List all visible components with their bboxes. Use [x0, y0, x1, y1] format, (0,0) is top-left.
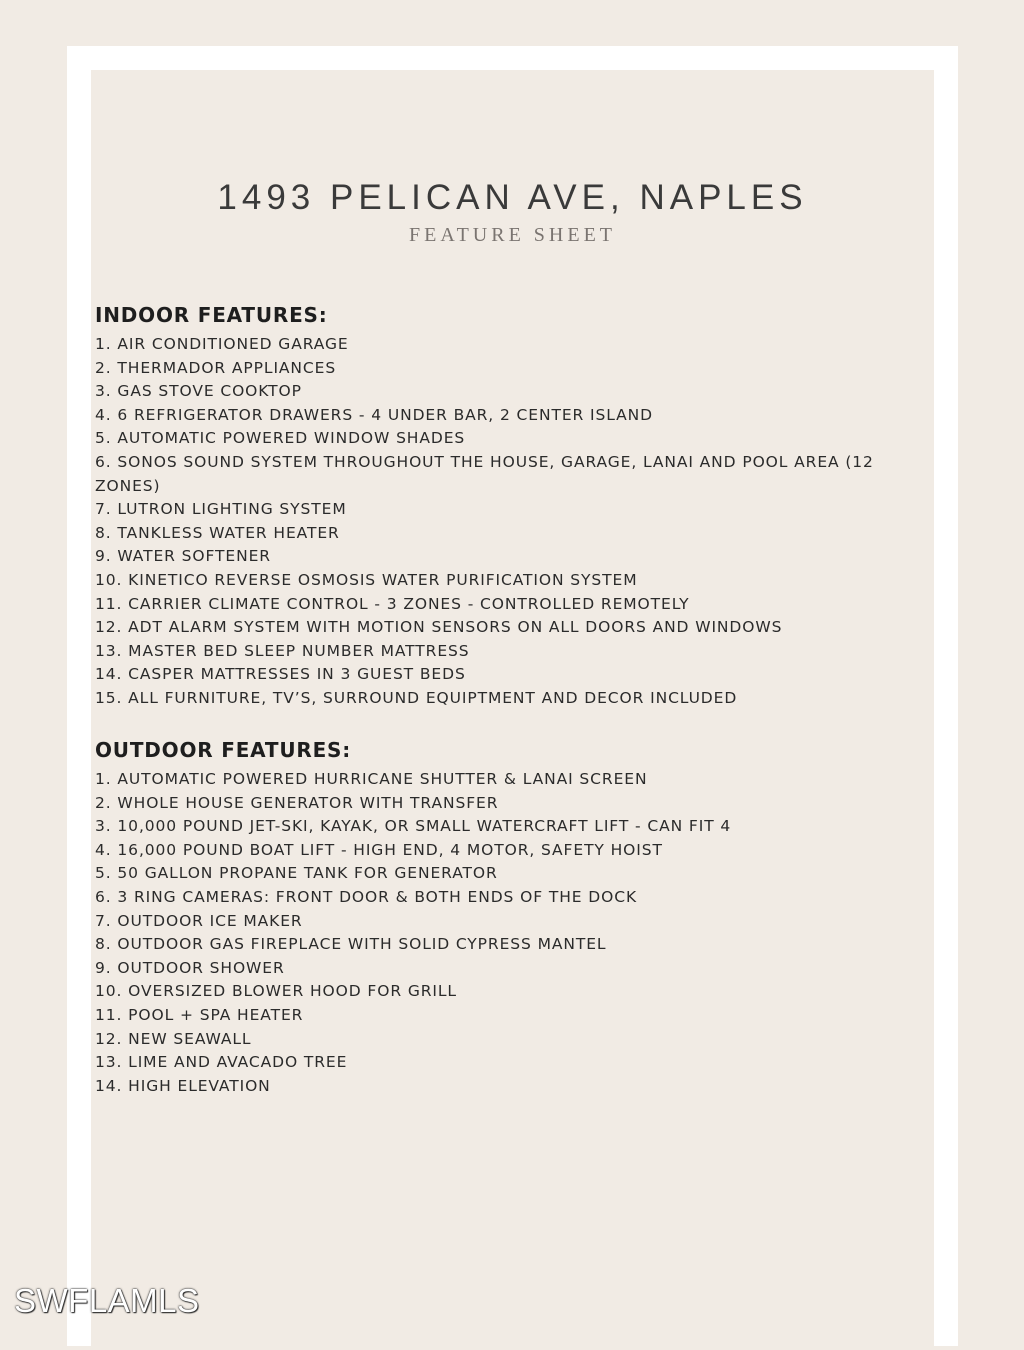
list-item: 12. ADT ALARM SYSTEM WITH MOTION SENSORS ON ALL DOORS AND WINDOWS: [95, 618, 783, 637]
list-item: 3. GAS STOVE COOKTOP: [95, 382, 302, 401]
list-item: 11. POOL + SPA HEATER: [95, 1005, 304, 1024]
list-item: 8. TANKLESS WATER HEATER: [95, 523, 340, 542]
list-item: 11. CARRIER CLIMATE CONTROL - 3 ZONES - CONTROLLED REMOTELY: [95, 594, 690, 613]
outdoor-features-list: [95, 768, 905, 1098]
list-item: 4. 6 REFRIGERATOR DRAWERS - 4 UNDER BAR, 2 CENTER ISLAND: [95, 405, 653, 424]
list-item: 9. WATER SOFTENER: [95, 547, 271, 566]
list-item: 9. OUTDOOR SHOWER: [95, 958, 285, 977]
list-item: 2. THERMADOR APPLIANCES: [95, 358, 337, 377]
list-item: 4. 16,000 POUND BOAT LIFT - HIGH END, 4 MOTOR, SAFETY HOIST: [95, 840, 663, 859]
list-item: 14. CASPER MATTRESSES IN 3 GUEST BEDS: [95, 665, 466, 684]
list-item: 8. OUTDOOR GAS FIREPLACE WITH SOLID CYPRESS MANTEL: [95, 935, 607, 954]
list-item: 15. ALL FURNITURE, TV’S, SURROUND EQUIPTMENT AND DECOR INCLUDED: [95, 688, 738, 707]
list-item: 5. 50 GALLON PROPANE TANK FOR GENERATOR: [95, 864, 498, 883]
feature-sheet-subtitle: FEATURE SHEET: [409, 224, 616, 246]
list-item: 2. WHOLE HOUSE GENERATOR WITH TRANSFER: [95, 793, 499, 812]
list-item: 5. AUTOMATIC POWERED WINDOW SHADES: [95, 429, 466, 448]
list-item: 7. LUTRON LIGHTING SYSTEM: [95, 500, 347, 519]
outdoor-features-heading: OUTDOOR FEATURES:: [95, 738, 352, 762]
indoor-features-list: [95, 333, 905, 711]
list-item: 13. LIME AND AVACADO TREE: [95, 1053, 348, 1072]
watermark: SWFLAMLS: [14, 1282, 200, 1319]
list-item: 1. AUTOMATIC POWERED HURRICANE SHUTTER & LANAI SCREEN: [95, 770, 648, 788]
list-item: 13. MASTER BED SLEEP NUMBER MATTRESS: [95, 641, 470, 660]
list-item: 6. 3 RING CAMERAS: FRONT DOOR & BOTH ENDS OF THE DOCK: [95, 887, 638, 906]
list-item: 1. AIR CONDITIONED GARAGE: [95, 335, 349, 353]
property-title: 1493 PELICAN AVE, NAPLES: [217, 178, 808, 217]
list-item: 6. SONOS SOUND SYSTEM THROUGHOUT THE HOUSE, GARAGE, LANAI AND POOL AREA (12 ZONES): [95, 452, 874, 495]
list-item: 14. HIGH ELEVATION: [95, 1076, 271, 1095]
list-item: 10. OVERSIZED BLOWER HOOD FOR GRILL: [95, 982, 457, 1001]
list-item: 12. NEW SEAWALL: [95, 1029, 252, 1048]
list-item: 7. OUTDOOR ICE MAKER: [95, 911, 303, 930]
list-item: 3. 10,000 POUND JET-SKI, KAYAK, OR SMALL WATERCRAFT LIFT - CAN FIT 4: [95, 817, 732, 836]
list-item: 10. KINETICO REVERSE OSMOSIS WATER PURIFICATION SYSTEM: [95, 570, 638, 589]
indoor-features-heading: INDOOR FEATURES:: [95, 303, 328, 327]
